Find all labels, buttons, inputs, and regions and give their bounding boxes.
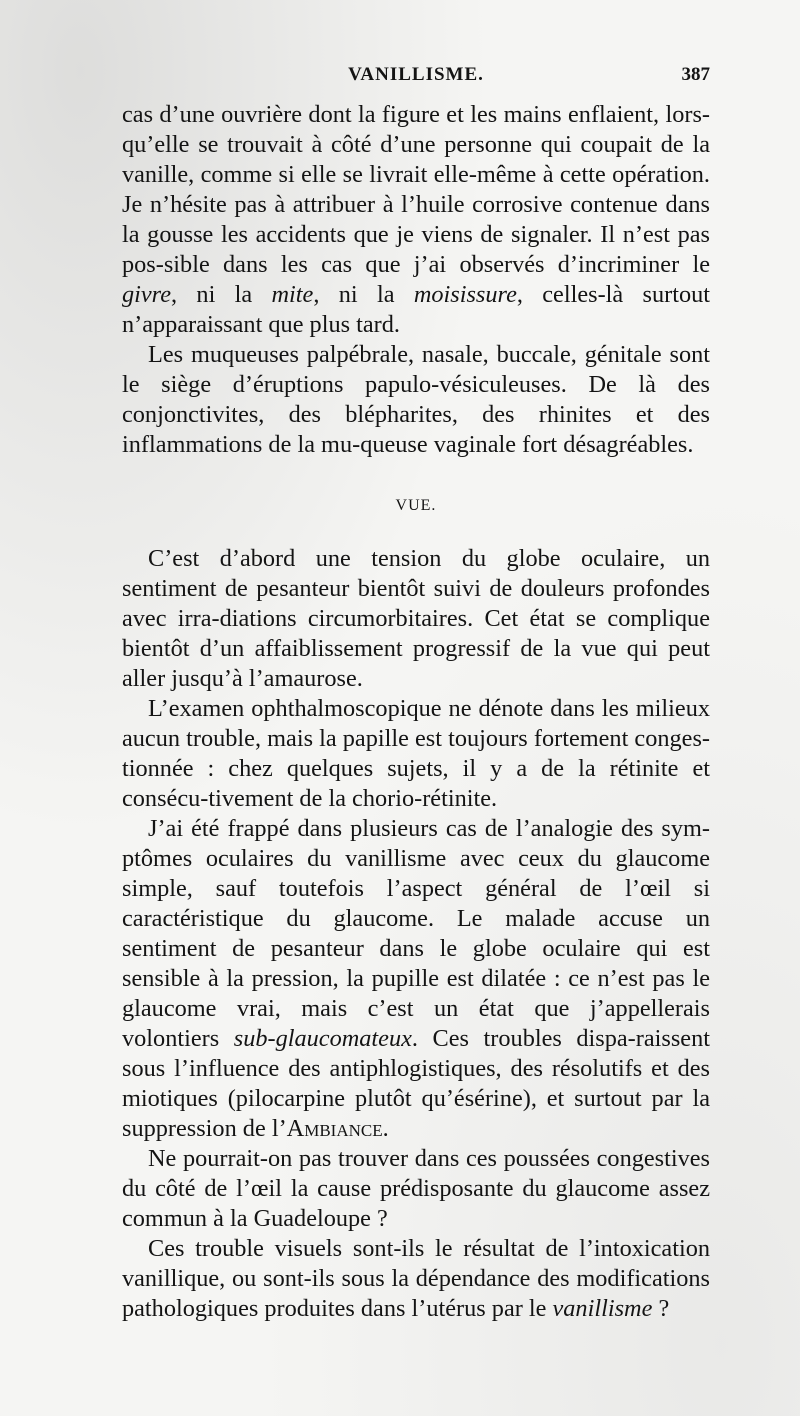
- text-run: ?: [652, 1295, 670, 1322]
- text-run: cas d’une ouvrière dont la figure et les mains enflaient, lors-qu’elle se trouvait à côté d’une personne qui coupait de la vanille, comme si elle se livrait elle-même à cette opération. Je n’hésite pas à attribuer à l’huile corrosive contenue dans la gousse les accidents que je viens de signaler. Il n’est pas pos-sible dans les cas que j’ai observés d’incriminer le: [122, 101, 710, 278]
- paragraph: [122, 814, 710, 1144]
- text-run: , ni la: [313, 281, 414, 308]
- page-number: 387: [681, 64, 710, 85]
- text-run: , ni la: [171, 281, 272, 308]
- italic-term: moisissure: [413, 281, 517, 308]
- italic-term: givre: [122, 281, 172, 308]
- italic-term: vanillisme: [552, 1295, 653, 1322]
- paragraph: [122, 544, 710, 694]
- small-caps-term: Ambiance: [286, 1115, 383, 1142]
- text-run: .: [382, 1115, 389, 1142]
- paragraphs-before-section: [122, 100, 710, 460]
- text-run: J’ai été frappé dans plusieurs cas de l’analogie des sym-ptômes oculaires du vanillisme avec ceux du glaucome simple, sauf toutefois l’aspect général de l’œil si caractéristique du glaucome. Le malade accuse un sentiment de pesanteur dans le globe oculaire qui est sensible à la pression, la pupille est dilatée : ce n’est pas le glaucome vrai, mais c’est un état que j’appellerais volontiers: [122, 815, 710, 1052]
- text-run: C’est d’abord une tension du globe oculaire, un sentiment de pesanteur bientôt suivi de douleurs profondes avec irra-diations circumorbitaires. Cet état se complique bientôt d’un affaiblissement progressif de la vue qui peut aller jusqu’à l’amaurose.: [122, 545, 710, 692]
- text-run: Ces trouble visuels sont-ils le résultat de l’intoxication vanillique, ou sont-ils sous la dépendance des modifications pathologiques produites dans l’utérus par le: [122, 1235, 710, 1322]
- paragraph: [122, 1234, 710, 1324]
- italic-term: mite: [271, 281, 314, 308]
- text-run: . Ces troubles dispa-raissent sous l’influence des antiphlogistiques, des résolutifs et des miotiques (pilocarpine plutôt qu’ésérine), et surtout par la suppression de l’: [122, 1025, 710, 1142]
- paragraph: [122, 694, 710, 814]
- running-title: VANILLISME.: [348, 64, 484, 85]
- text-run: L’examen ophthalmoscopique ne dénote dans les milieux aucun trouble, mais la papille est toujours fortement conges-tionnée : chez quelques sujets, il y a de la rétinite et consécu-tivement de la chorio-rétinite.: [122, 695, 710, 812]
- text-run: , celles-là surtout n’apparaissant que plus tard.: [122, 281, 711, 338]
- text-run: Les muqueuses palpébrale, nasale, buccale, génitale sont le siège d’éruptions papulo-vésiculeuses. De là des conjonctivites, des blépharites, des rhinites et des inflammations de la mu-queuse vaginale fort désagréables.: [122, 341, 710, 458]
- page-header: [122, 64, 710, 94]
- italic-term: sub-glaucomateux: [233, 1025, 412, 1052]
- paragraphs-after-section: [122, 544, 710, 1324]
- paragraph: [122, 100, 710, 340]
- body-text: [122, 100, 710, 1324]
- paragraph: [122, 1144, 710, 1234]
- section-title: VUE.: [395, 497, 437, 514]
- paragraph: [122, 340, 710, 460]
- text-run: Ne pourrait-on pas trouver dans ces poussées congestives du côté de l’œil la cause prédisposante du glaucome assez commun à la Guadeloupe ?: [122, 1145, 710, 1232]
